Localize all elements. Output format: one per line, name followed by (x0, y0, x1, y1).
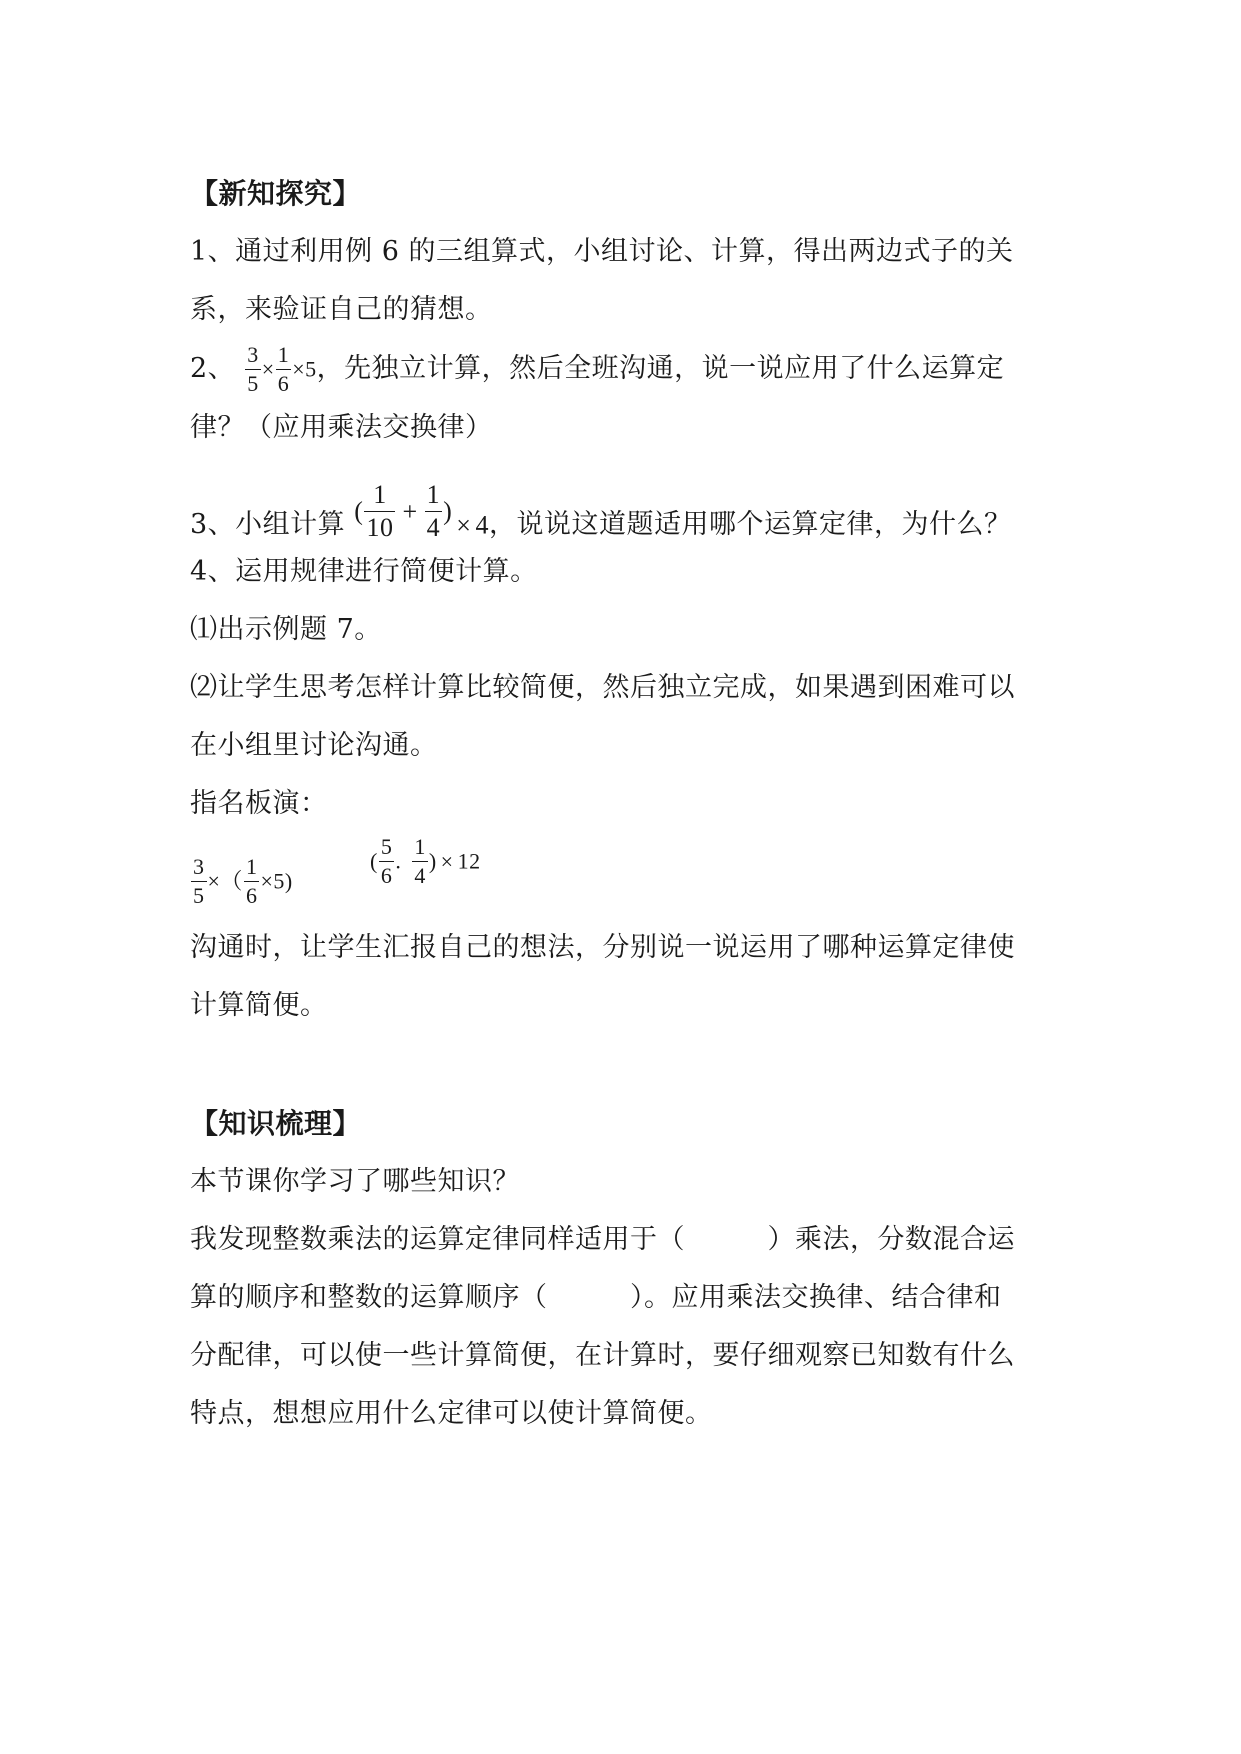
summary-line-3: 分配律，可以使一些计算简便，在计算时，要仔细观察已知数有什么 (190, 1340, 1015, 1371)
times-sign: × (207, 868, 221, 894)
fraction-1-4: $\frac{1}{4}$ (414, 834, 426, 888)
summary-line-2: 算的顺序和整数的运算顺序（ ）。应用乘法交换律、结合律和 (190, 1282, 1002, 1313)
plus-sign: + (402, 496, 418, 526)
paragraph-8-line-1: 沟通时，让学生汇报自己的想法，分别说一说运用了哪种运算定律使 (190, 932, 1015, 963)
times-sign: × (260, 868, 274, 894)
fraction-3-5: $\frac{3}{5}$ (193, 854, 205, 908)
dot: . (395, 848, 402, 874)
summary-question: 本节课你学习了哪些知识？ (190, 1166, 520, 1197)
times-sign: × (440, 848, 454, 874)
left-paren: ( (370, 848, 378, 874)
paragraph-6-line-1: ⑵让学生思考怎样计算比较简便，然后独立完成，如果遇到困难可以 (190, 672, 1015, 703)
left-paren: ( (354, 496, 364, 526)
fraction-1-4: $\frac{1}{4}$ (426, 480, 441, 542)
p3-suffix: ，说说这道题适用哪个运算定律，为什么？ (488, 509, 1012, 540)
fraction-5-6: $\frac{5}{6}$ (380, 834, 393, 888)
paragraph-8-line-2: 计算简便。 (190, 990, 328, 1021)
paragraph-3 (190, 480, 1012, 555)
number-5: 5 (305, 356, 317, 382)
paragraph-7: 指名板演： (190, 788, 328, 819)
number-5: 5 (273, 868, 285, 894)
times-sign: × (261, 356, 275, 382)
right-paren: ) (284, 868, 293, 894)
fraction-1-6: $\frac{1}{6}$ (245, 854, 258, 908)
paragraph-1-line-1: 1、通过利用例 6 的三组算式，小组讨论、计算，得出两边式子的关 (190, 236, 1014, 267)
left-paren: （ (220, 868, 243, 894)
fraction-1-6: $\frac{1}{6}$ (277, 342, 290, 396)
section-heading-summary: 【知识梳理】 (190, 1107, 362, 1140)
summary-line-4: 特点，想想应用什么定律可以使计算简便。 (190, 1398, 713, 1429)
board-expression-2 (370, 836, 481, 887)
summary-line-1: 我发现整数乘法的运算定律同样适用于（ ）乘法，分数混合运 (190, 1224, 1015, 1255)
p2-suffix: ，先独立计算，然后全班沟通，说一说应用了什么运算定 (316, 353, 1005, 384)
board-expression-1 (190, 856, 293, 907)
fraction-3-5: $\frac{3}{5}$ (247, 342, 259, 396)
paragraph-5: ⑴出示例题 7。 (190, 614, 382, 645)
p3-prefix: 3、小组计算 (190, 509, 346, 540)
right-paren: ) (443, 496, 453, 526)
section-heading-explore: 【新知探究】 (190, 177, 362, 210)
paragraph-4: 4、运用规律进行简便计算。 (190, 556, 538, 587)
p2-prefix: 2、 (190, 353, 236, 384)
paragraph-1-line-2: 系，来验证自己的猜想。 (190, 294, 493, 325)
number-12: 12 (457, 848, 481, 874)
times-sign: × (292, 356, 306, 382)
times-sign: × (456, 510, 472, 540)
fraction-1-10: $\frac{1}{10}$ (366, 480, 394, 542)
paragraph-6-line-2: 在小组里讨论沟通。 (190, 730, 438, 761)
paragraph-2-line-1 (190, 344, 1004, 395)
paragraph-2-line-2: 律？（应用乘法交换律） (190, 412, 493, 443)
number-4: 4 (475, 510, 489, 540)
right-paren: ) (428, 848, 437, 874)
